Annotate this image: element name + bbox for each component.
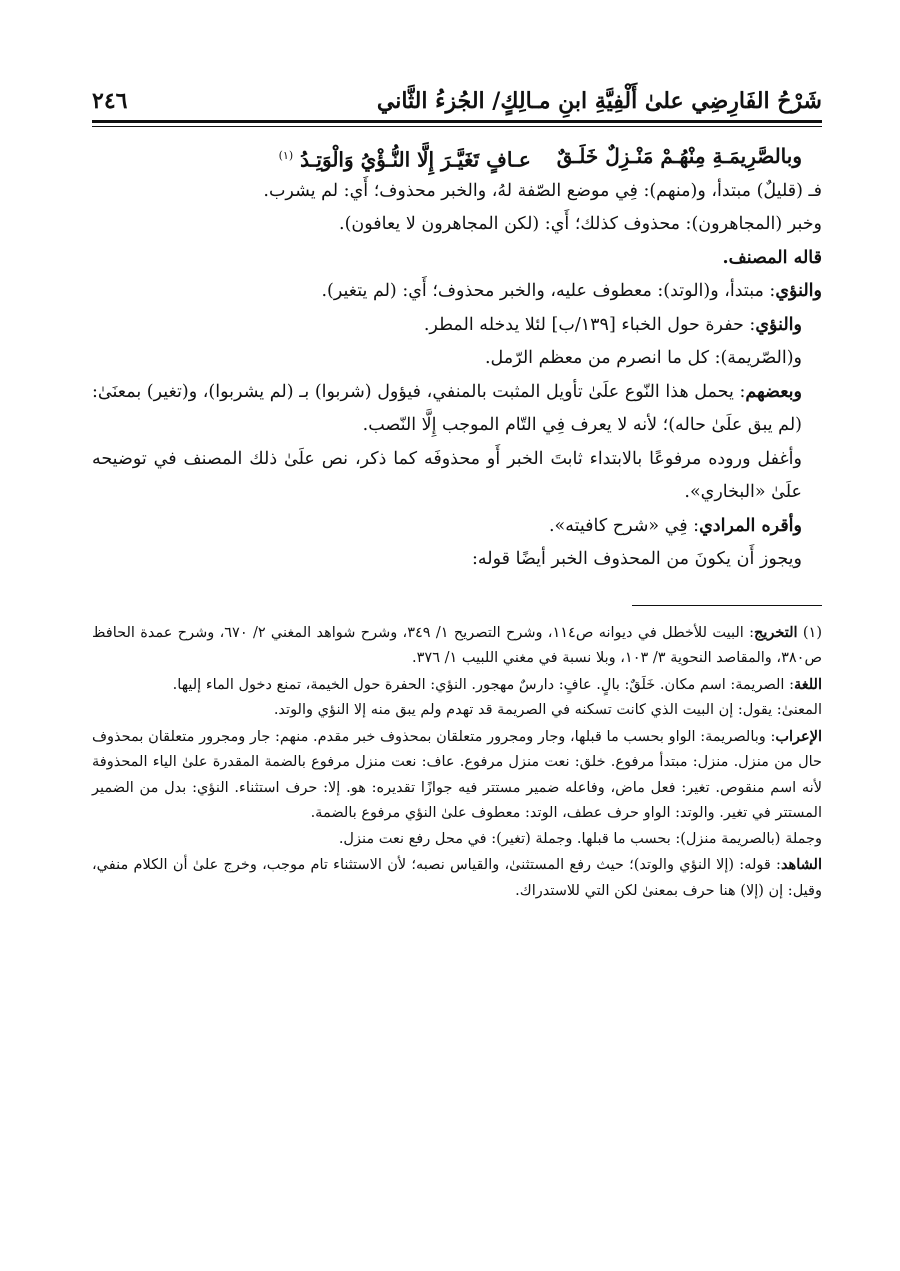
main-text: [92, 175, 822, 577]
page-number: ٢٤٦: [92, 88, 128, 114]
paragraph-2: وخبر (المجاهرون): محذوف كذلك؛ أَي: (لكن المجاهرون لا يعافون).: [339, 214, 822, 235]
footnote-irab: [92, 724, 822, 827]
footnote-mana: [92, 698, 822, 724]
page: [92, 70, 822, 904]
footnote-lugha-lead: اللغة: [793, 675, 822, 693]
paragraph-7-lead: وبعضهم: [745, 381, 802, 402]
footnotes: [92, 620, 822, 905]
paragraph-7: [92, 376, 822, 443]
footnote-jumla: وجملة (بالصريمة منزل): بحسب ما قبلها. وجملة (تغير): في محل رفع نعت منزل.: [338, 830, 822, 847]
header-rule-thick: [92, 120, 822, 123]
paragraph-4: [92, 275, 822, 309]
poetry-verse: [92, 141, 822, 175]
footnote-1-mark: (١): [802, 624, 822, 641]
footnote-shahid-lead: الشاهد: [780, 856, 822, 874]
paragraph-5: [92, 309, 822, 343]
verse-second-hemistich: [279, 141, 531, 175]
paragraph-1: فـ (قليلٌ) مبتدأ، و(منهم): فِي موضع الصّفة لهُ، والخبر محذوف؛ أَي: لم يشرب.: [263, 180, 822, 201]
paragraph-4-text: : مبتدأ، و(الوتد): معطوف عليه، والخبر محذوف؛ أَي: (لم يتغير).: [321, 281, 776, 302]
header-rule-thin: [92, 126, 822, 127]
verse-first-hemistich: وبالصَّرِيمَـةِ مِنْهُـمْ مَنْـزِلٌ خَلَـقٌ: [556, 144, 802, 168]
paragraph-3-lead: قاله المصنف.: [722, 247, 822, 268]
paragraph-10: ويجوز أَن يكونَ من المحذوف الخبر أيضًا قوله:: [472, 549, 802, 570]
footnote-lugha-text: : الصريمة: اسم مكان. خَلَقٌ: بالٍ. عافٍ: دارسٌ مهجور. النؤي: الحفرة حول الخيمة، تمنع دخول الماء إليها.: [172, 676, 794, 693]
paragraph-5-lead: والنؤي: [755, 314, 802, 335]
footnote-separator: [632, 605, 822, 606]
running-title: شَرْحُ الفَارِضِي علىٰ أَلْفِيَّةِ ابنِ مـالِكٍ/ الجُزءُ الثَّاني: [376, 88, 822, 114]
paragraph-5-text: : حفرة حول الخباء [١٣٩/ب] لئلا يدخله المطر.: [423, 314, 756, 335]
paragraph-7-text: : يحمل هذا النّوع علَىٰ تأويل المثبت بالمنفي، فيؤول (شربوا) بـ (لم يشربوا)، و(تغير) بمعنَىٰ: (لم يبق علَىٰ حاله)؛ لأنه لا يعرف فِي التّام الموجب إِلَّا النّصب.: [92, 381, 802, 436]
footnote-mana-text: : يقول: إن البيت الذي كانت تسكنه في الصريمة قد تهدم ولم يبق منه إلا النؤي والوتد.: [273, 702, 782, 719]
paragraph-9-text: : فِي «شرح كافيته».: [548, 515, 700, 536]
paragraph-9-lead: وأقره المرادي: [699, 515, 802, 536]
footnote-shahid-text: : قوله: (إلا النؤي والوتد)؛ حيث رفع المستثنىٰ، والقياس نصبه؛ لأن الاستثناء تام موجب، وخرج علىٰ أن الكلام منفي، وقيل: إن (إلا) هنا حرف بمعنىٰ لكن التي للاستدراك.: [92, 857, 822, 899]
footnote-1-text: : البيت للأخطل في ديوانه ص١١٤، وشرح التصريح ١/ ٣٤٩، وشرح شواهد المغني ٢/ ٦٧٠، وشرح عمدة الحافظ ص٣٨٠، والمقاصد النحوية ٣/ ١٠٣، وبلا نسبة في مغني اللبيب ١/ ٣٧٦.: [92, 624, 822, 667]
footnote-irab-lead: الإعراب: [775, 727, 822, 745]
footnote-1-lead: التخريج: [753, 623, 798, 641]
paragraph-4-lead: والنؤي: [775, 281, 822, 302]
footnote-irab-text: : وبالصريمة: الواو بحسب ما قبلها، وجار ومجرور متعلقان بمحذوف خبر مقدم. منهم: جار ومجرور متعلقان بمحذوف حال من منزل. منزل: مبتدأ مرفوع. خلق: نعت منزل مرفوع. عاف: نعت منزل مرفوع بالضمة المقدرة علىٰ الياء المحذوفة لأنه اسم منقوص. تغير: فعل ماض، وفاعله ضمير مستتر فيه جوازًا تقديره: هو. إلا: حرف استثناء. النؤي: بدل من الضمير المستتر في تغير. والوتد: الواو حرف عطف، الوتد: معطوف علىٰ النؤي مرفوع بالضمة.: [92, 728, 822, 822]
paragraph-6: و(الصّريمة): كل ما انصرم من معظم الرّمل.: [484, 348, 802, 369]
paragraph-3: [92, 242, 822, 276]
paragraph-8: وأغفل وروده مرفوعًا بالابتداء ثابتَ الخبر أَو محذوفَه كما ذكر، نص علَىٰ ذلك المصنف في توضيحه علَىٰ «البخاري».: [92, 448, 802, 503]
footnote-1: [92, 620, 822, 672]
footnote-lugha: [92, 672, 822, 699]
footnote-shahid: [92, 852, 822, 904]
verse-footnote-mark: (١): [278, 149, 294, 162]
footnote-mana-lead: المعنىٰ: [781, 702, 822, 719]
running-header: [92, 70, 822, 120]
verse-second-text: عـافٍ تَغَيَّـرَ إِلَّا النُّـؤْيُ وَالْوَتِـدُ: [300, 147, 531, 172]
paragraph-9: [92, 510, 822, 544]
